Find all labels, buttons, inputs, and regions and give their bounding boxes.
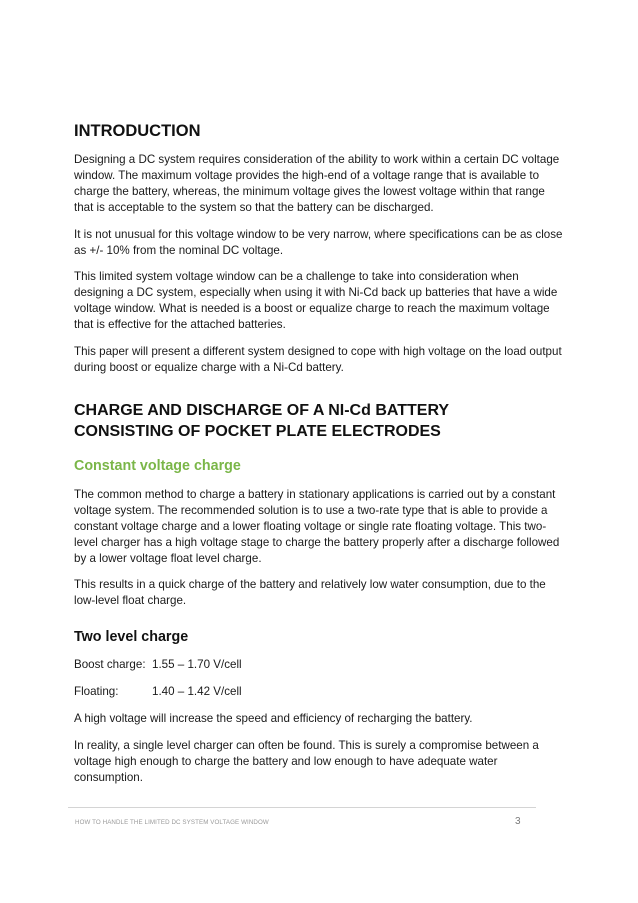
intro-paragraph-4: This paper will present a different system designed to cope with high voltage on the load output during boost or equalize charge with a Ni-Cd battery. [74,345,562,374]
charge-heading-line-1: CHARGE AND DISCHARGE OF A NI-Cd BATTERY [74,401,450,419]
floating-row [74,684,566,700]
boost-charge-value: 1.55 – 1.70 V/cell [152,658,242,672]
charge-paragraph-1: The common method to charge a battery in stationary applications is carried out by a constant voltage system. The recommended solution is to use a two-rate type that is able to provide a constant voltage charge and a lower floating voltage or single rate floating voltage. This two-level charger has a high voltage stage to charge the battery properly after a discharge followed by a lower voltage float level charge. [74,487,560,565]
two-level-heading: Two level charge [74,629,189,646]
page-content [74,122,566,797]
charge-section-heading [74,400,566,442]
charge-heading-line-2: CONSISTING OF POCKET PLATE ELECTRODES [74,422,441,440]
intro-heading: INTRODUCTION [74,122,201,140]
intro-paragraph-2: It is not unusual for this voltage window to be very narrow, where specifications can be as close as +/- 10% from the nominal DC voltage. [74,227,563,257]
footer-title: HOW TO HANDLE THE LIMITED DC SYSTEM VOLTAGE WINDOW [75,819,269,826]
footer-divider [68,807,536,808]
two-level-paragraph-1: A high voltage will increase the speed and efficiency of recharging the battery. [74,712,473,726]
intro-paragraph-3: This limited system voltage window can be a challenge to take into consideration when designing a DC system, especially when using it with Ni-Cd back up batteries that have a wide voltage window. What is needed is a boost or equalize charge to reach the maximum voltage that is effective for the attached batteries. [74,270,558,332]
intro-paragraph-1: Designing a DC system requires consideration of the ability to work within a certain DC voltage window. The maximum voltage provides the high-end of a voltage range that is available to charge the battery, whereas, the minimum voltage gives the lowest voltage within that range that is acceptable to the system so that the battery can be discharged. [74,153,560,214]
boost-charge-label: Boost charge: [74,658,146,672]
constant-voltage-subheading: Constant voltage charge [74,457,241,474]
floating-label: Floating: [74,685,119,699]
two-level-paragraph-2: In reality, a single level charger can often be found. This is surely a compromise between a voltage high enough to charge the battery and low enough to have adequate water consumption. [74,738,539,784]
charge-paragraph-2: This results in a quick charge of the battery and relatively low water consumption, due to the low-level float charge. [74,578,546,608]
floating-value: 1.40 – 1.42 V/cell [152,685,242,699]
boost-charge-row [74,657,566,673]
page-number: 3 [515,816,521,827]
